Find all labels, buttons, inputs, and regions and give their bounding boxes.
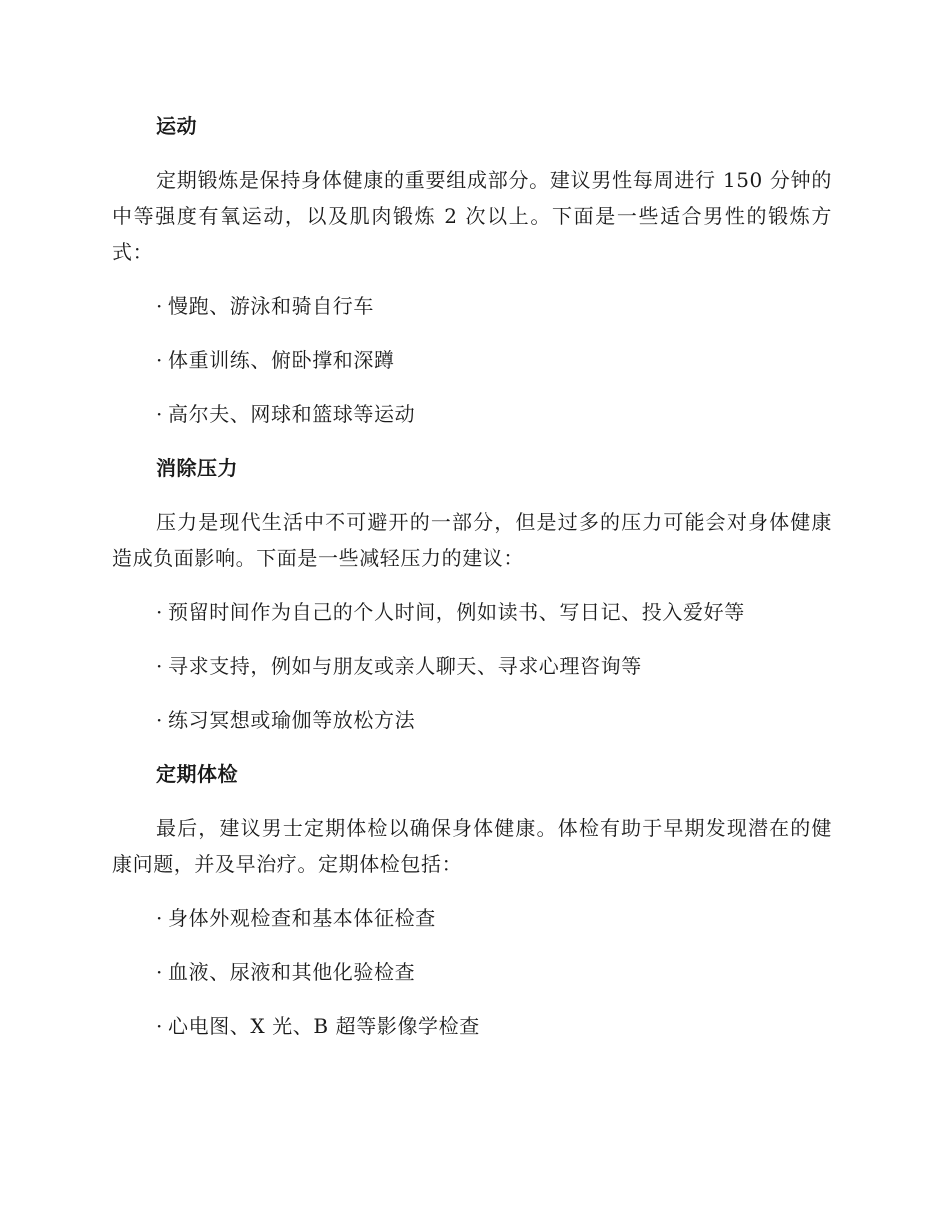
list-item — [156, 594, 832, 630]
list-item-text: 体重训练、俯卧撑和深蹲 — [168, 348, 395, 372]
bullet-icon: · — [156, 1014, 163, 1038]
list-item — [156, 342, 832, 378]
document-page — [112, 108, 832, 1062]
list-item — [156, 954, 832, 990]
list-item — [156, 396, 832, 432]
section-checkup — [112, 756, 832, 1044]
bullet-icon: · — [156, 654, 163, 678]
bullet-icon: · — [156, 348, 163, 372]
list-item-text: 练习冥想或瑜伽等放松方法 — [168, 708, 416, 732]
list-item — [156, 900, 832, 936]
list-item-text: 身体外观检查和基本体征检查 — [168, 906, 436, 930]
bullet-icon: · — [156, 708, 163, 732]
list-item — [156, 288, 832, 324]
list-item — [156, 702, 832, 738]
bullet-icon: · — [156, 294, 163, 318]
list-item-text: 寻求支持，例如与朋友或亲人聊天、寻求心理咨询等 — [168, 654, 642, 678]
section-heading: 运动 — [156, 114, 197, 138]
list-item-text: 血液、尿液和其他化验检查 — [168, 960, 416, 984]
bullet-icon: · — [156, 906, 163, 930]
list-item-text: 高尔夫、网球和篮球等运动 — [168, 402, 416, 426]
list-item-text: 慢跑、游泳和骑自行车 — [168, 294, 374, 318]
list-item — [156, 1008, 832, 1044]
section-exercise — [112, 108, 832, 432]
bullet-icon: · — [156, 600, 163, 624]
section-paragraph: 定期锻炼是保持身体健康的重要组成部分。建议男性每周进行 150 分钟的中等强度有氧运动，以及肌肉锻炼 2 次以上。下面是一些适合男性的锻炼方式： — [112, 168, 832, 264]
bullet-icon: · — [156, 402, 163, 426]
bullet-icon: · — [156, 960, 163, 984]
section-heading: 消除压力 — [156, 456, 238, 480]
list-item-text: 预留时间作为自己的个人时间，例如读书、写日记、投入爱好等 — [168, 600, 745, 624]
section-paragraph: 最后，建议男士定期体检以确保身体健康。体检有助于早期发现潜在的健康问题，并及早治疗。定期体检包括： — [112, 816, 832, 876]
section-stress-relief — [112, 450, 832, 738]
section-heading: 定期体检 — [156, 762, 238, 786]
section-paragraph: 压力是现代生活中不可避开的一部分，但是过多的压力可能会对身体健康造成负面影响。下面是一些减轻压力的建议： — [112, 510, 832, 570]
list-item — [156, 648, 832, 684]
list-item-text: 心电图、X 光、B 超等影像学检查 — [168, 1014, 480, 1038]
